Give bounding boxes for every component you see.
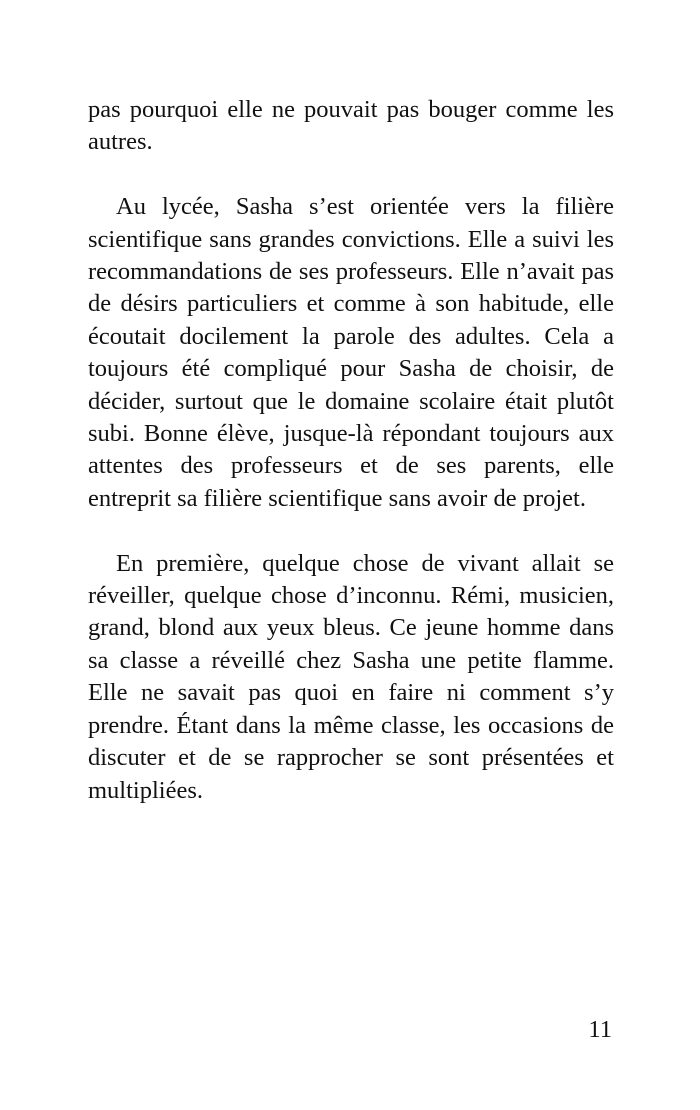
paragraph-lycee: Au lycée, Sasha s’est orientée vers la filière scientifique sans grandes convictions. Elle a suivi les recommandations de ses professeurs. Elle n’avait pas de désirs particuliers et comme à son habitude, elle écoutait docilement la parole des adultes. Cela a toujours été compliqué pour Sasha de choisir, de décider, surtout que le domaine scolaire était plutôt subi. Bonne élève, jusque-là répondant toujours aux attentes des professeurs et de ses parents, elle entreprit sa filière scientifique sans avoir de projet. — [88, 193, 614, 512]
page-number: 11 — [588, 1016, 612, 1043]
body-text — [88, 94, 614, 807]
paragraph-continuation: pas pourquoi elle ne pouvait pas bouger comme les autres. — [88, 96, 614, 156]
paragraph-premiere: En première, quelque chose de vivant allait se réveiller, quelque chose d’inconnu. Rémi, musicien, grand, blond aux yeux bleus. Ce jeune homme dans sa classe a réveillé chez Sasha une petite flamme. Elle ne savait pas quoi en faire ni comment s’y prendre. Étant dans la même classe, les occasions de discuter et de se rapprocher se sont présentées et multipliées. — [88, 549, 614, 804]
